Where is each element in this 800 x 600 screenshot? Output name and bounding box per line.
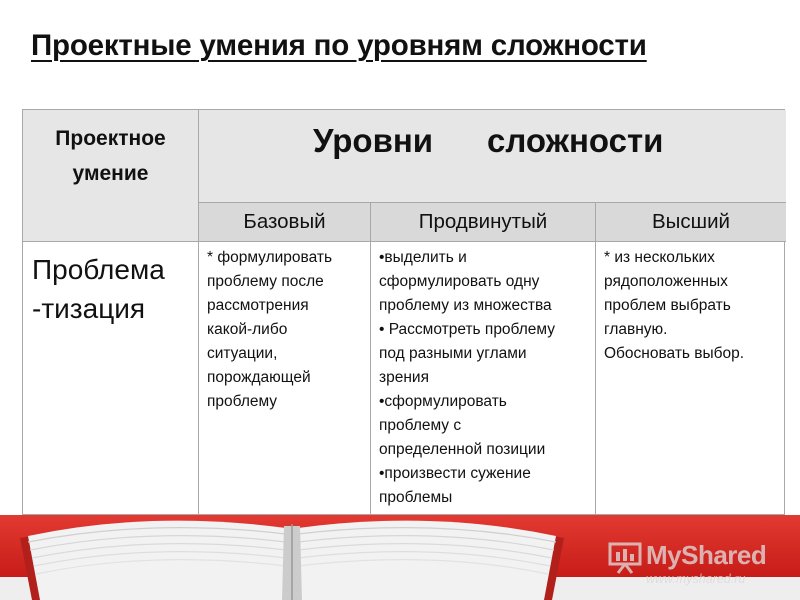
skills-table xyxy=(22,109,785,515)
advanced-line: сформулировать одну xyxy=(379,273,540,290)
header-levels-word2: сложности xyxy=(487,122,664,159)
row-skill-label xyxy=(23,242,199,516)
header-skill-line2: умение xyxy=(72,162,149,185)
level-advanced: Продвинутый xyxy=(371,203,596,242)
header-levels xyxy=(199,110,786,203)
open-book-icon xyxy=(12,508,572,600)
header-skill-line1: Проектное xyxy=(55,127,166,150)
cell-advanced xyxy=(371,242,596,516)
cell-basic xyxy=(199,242,371,516)
advanced-line: •сформулировать xyxy=(379,393,507,410)
header-skill xyxy=(23,110,199,242)
basic-line: * формулировать xyxy=(207,249,333,266)
advanced-line: определенной позиции xyxy=(379,441,546,458)
row-skill-line1: Проблема xyxy=(32,254,165,285)
highest-line: проблем выбрать xyxy=(604,297,731,314)
presentation-board-icon xyxy=(608,542,642,574)
cell-highest xyxy=(596,242,786,516)
level-highest: Высший xyxy=(596,203,786,242)
basic-line: проблему xyxy=(207,393,278,410)
highest-line: * из нескольких xyxy=(604,249,715,266)
advanced-line: зрения xyxy=(379,369,429,386)
header-levels-word1: Уровни xyxy=(313,122,434,159)
advanced-line: проблему с xyxy=(379,417,462,434)
basic-line: проблему после xyxy=(207,273,324,290)
watermark-url: www.myshared.ru xyxy=(646,572,746,586)
slide-title: Проектные умения по уровням сложности xyxy=(31,29,647,62)
advanced-line: под разными углами xyxy=(379,345,527,362)
highest-line: Обосновать выбор. xyxy=(604,345,745,362)
advanced-line: • Рассмотреть проблему xyxy=(379,321,555,338)
advanced-line: •произвести сужение xyxy=(379,465,531,482)
basic-line: рассмотрения xyxy=(207,297,309,314)
basic-line: ситуации, xyxy=(207,345,278,362)
basic-line: порождающей xyxy=(207,369,311,386)
level-basic: Базовый xyxy=(199,203,371,242)
highest-line: рядоположенных xyxy=(604,273,728,290)
advanced-line: проблему из множества xyxy=(379,297,552,314)
highest-line: главную. xyxy=(604,321,668,338)
row-skill-line2: -тизация xyxy=(32,293,146,324)
watermark-logo xyxy=(606,540,786,594)
advanced-line: •выделить и xyxy=(379,249,467,266)
advanced-line: проблемы xyxy=(379,489,453,506)
basic-line: какой-либо xyxy=(207,321,288,338)
watermark-brand: MyShared xyxy=(646,540,767,570)
